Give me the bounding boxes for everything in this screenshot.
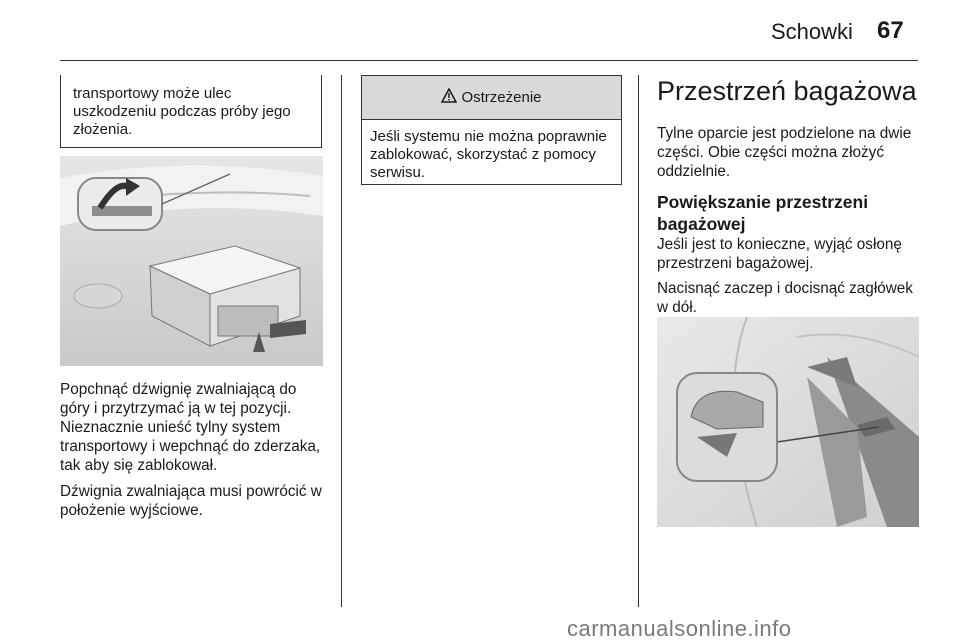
paragraph-remove-cover: Jeśli jest to konieczne, wyjąć osłonę przestrzeni bagażowej. xyxy=(657,236,902,272)
headrest-latch-illustration xyxy=(657,317,919,527)
column-divider-right xyxy=(638,75,639,607)
paragraph-lever-return: Dźwignia zwalniająca musi powrócić w położenie wyjściowe. xyxy=(60,483,322,519)
subheading-enlarge-space: Powiększanie przestrzeni bagażowej xyxy=(657,192,869,234)
warning-triangle-icon xyxy=(441,88,457,107)
paragraph-intro: Tylne oparcie jest podzielone na dwie części. Obie części można złożyć oddzielnie. xyxy=(657,125,912,180)
paragraph-press-catch: Nacisnąć zaczep i docisnąć zagłówek w dół. xyxy=(657,280,913,316)
figure-storage-tray xyxy=(60,156,323,366)
column-divider-left xyxy=(341,75,342,607)
section-heading: Przestrzeń bagażowa xyxy=(657,76,917,106)
warning-header xyxy=(362,76,621,120)
header-rule xyxy=(60,60,918,61)
warning-text: Jeśli systemu nie można poprawnie zablokować, skorzystać z pomocy serwisu. xyxy=(370,128,607,181)
continued-warning-box xyxy=(60,75,322,148)
running-header-title: Schowki xyxy=(771,19,853,44)
watermark: carmanualsonline.info xyxy=(567,616,792,641)
left-body xyxy=(60,380,324,520)
paragraph-release-lever: Popchnąć dźwignię zwalniającą do góry i przytrzymać ją w tej pozycji. Nieznacznie unieść tylny system transportowy i wepchnąć do zderzaka, tak aby się zablokował. xyxy=(60,381,321,474)
page-number: 67 xyxy=(877,17,904,44)
figure-headrest-latch xyxy=(657,317,919,527)
storage-tray-illustration xyxy=(60,156,323,366)
warning-box xyxy=(361,75,622,185)
warning-title: Ostrzeżenie xyxy=(461,89,542,106)
right-body xyxy=(657,124,923,317)
continued-warning-text: transportowy może ulec uszkodzeniu podczas próby jego złożenia. xyxy=(73,85,291,138)
